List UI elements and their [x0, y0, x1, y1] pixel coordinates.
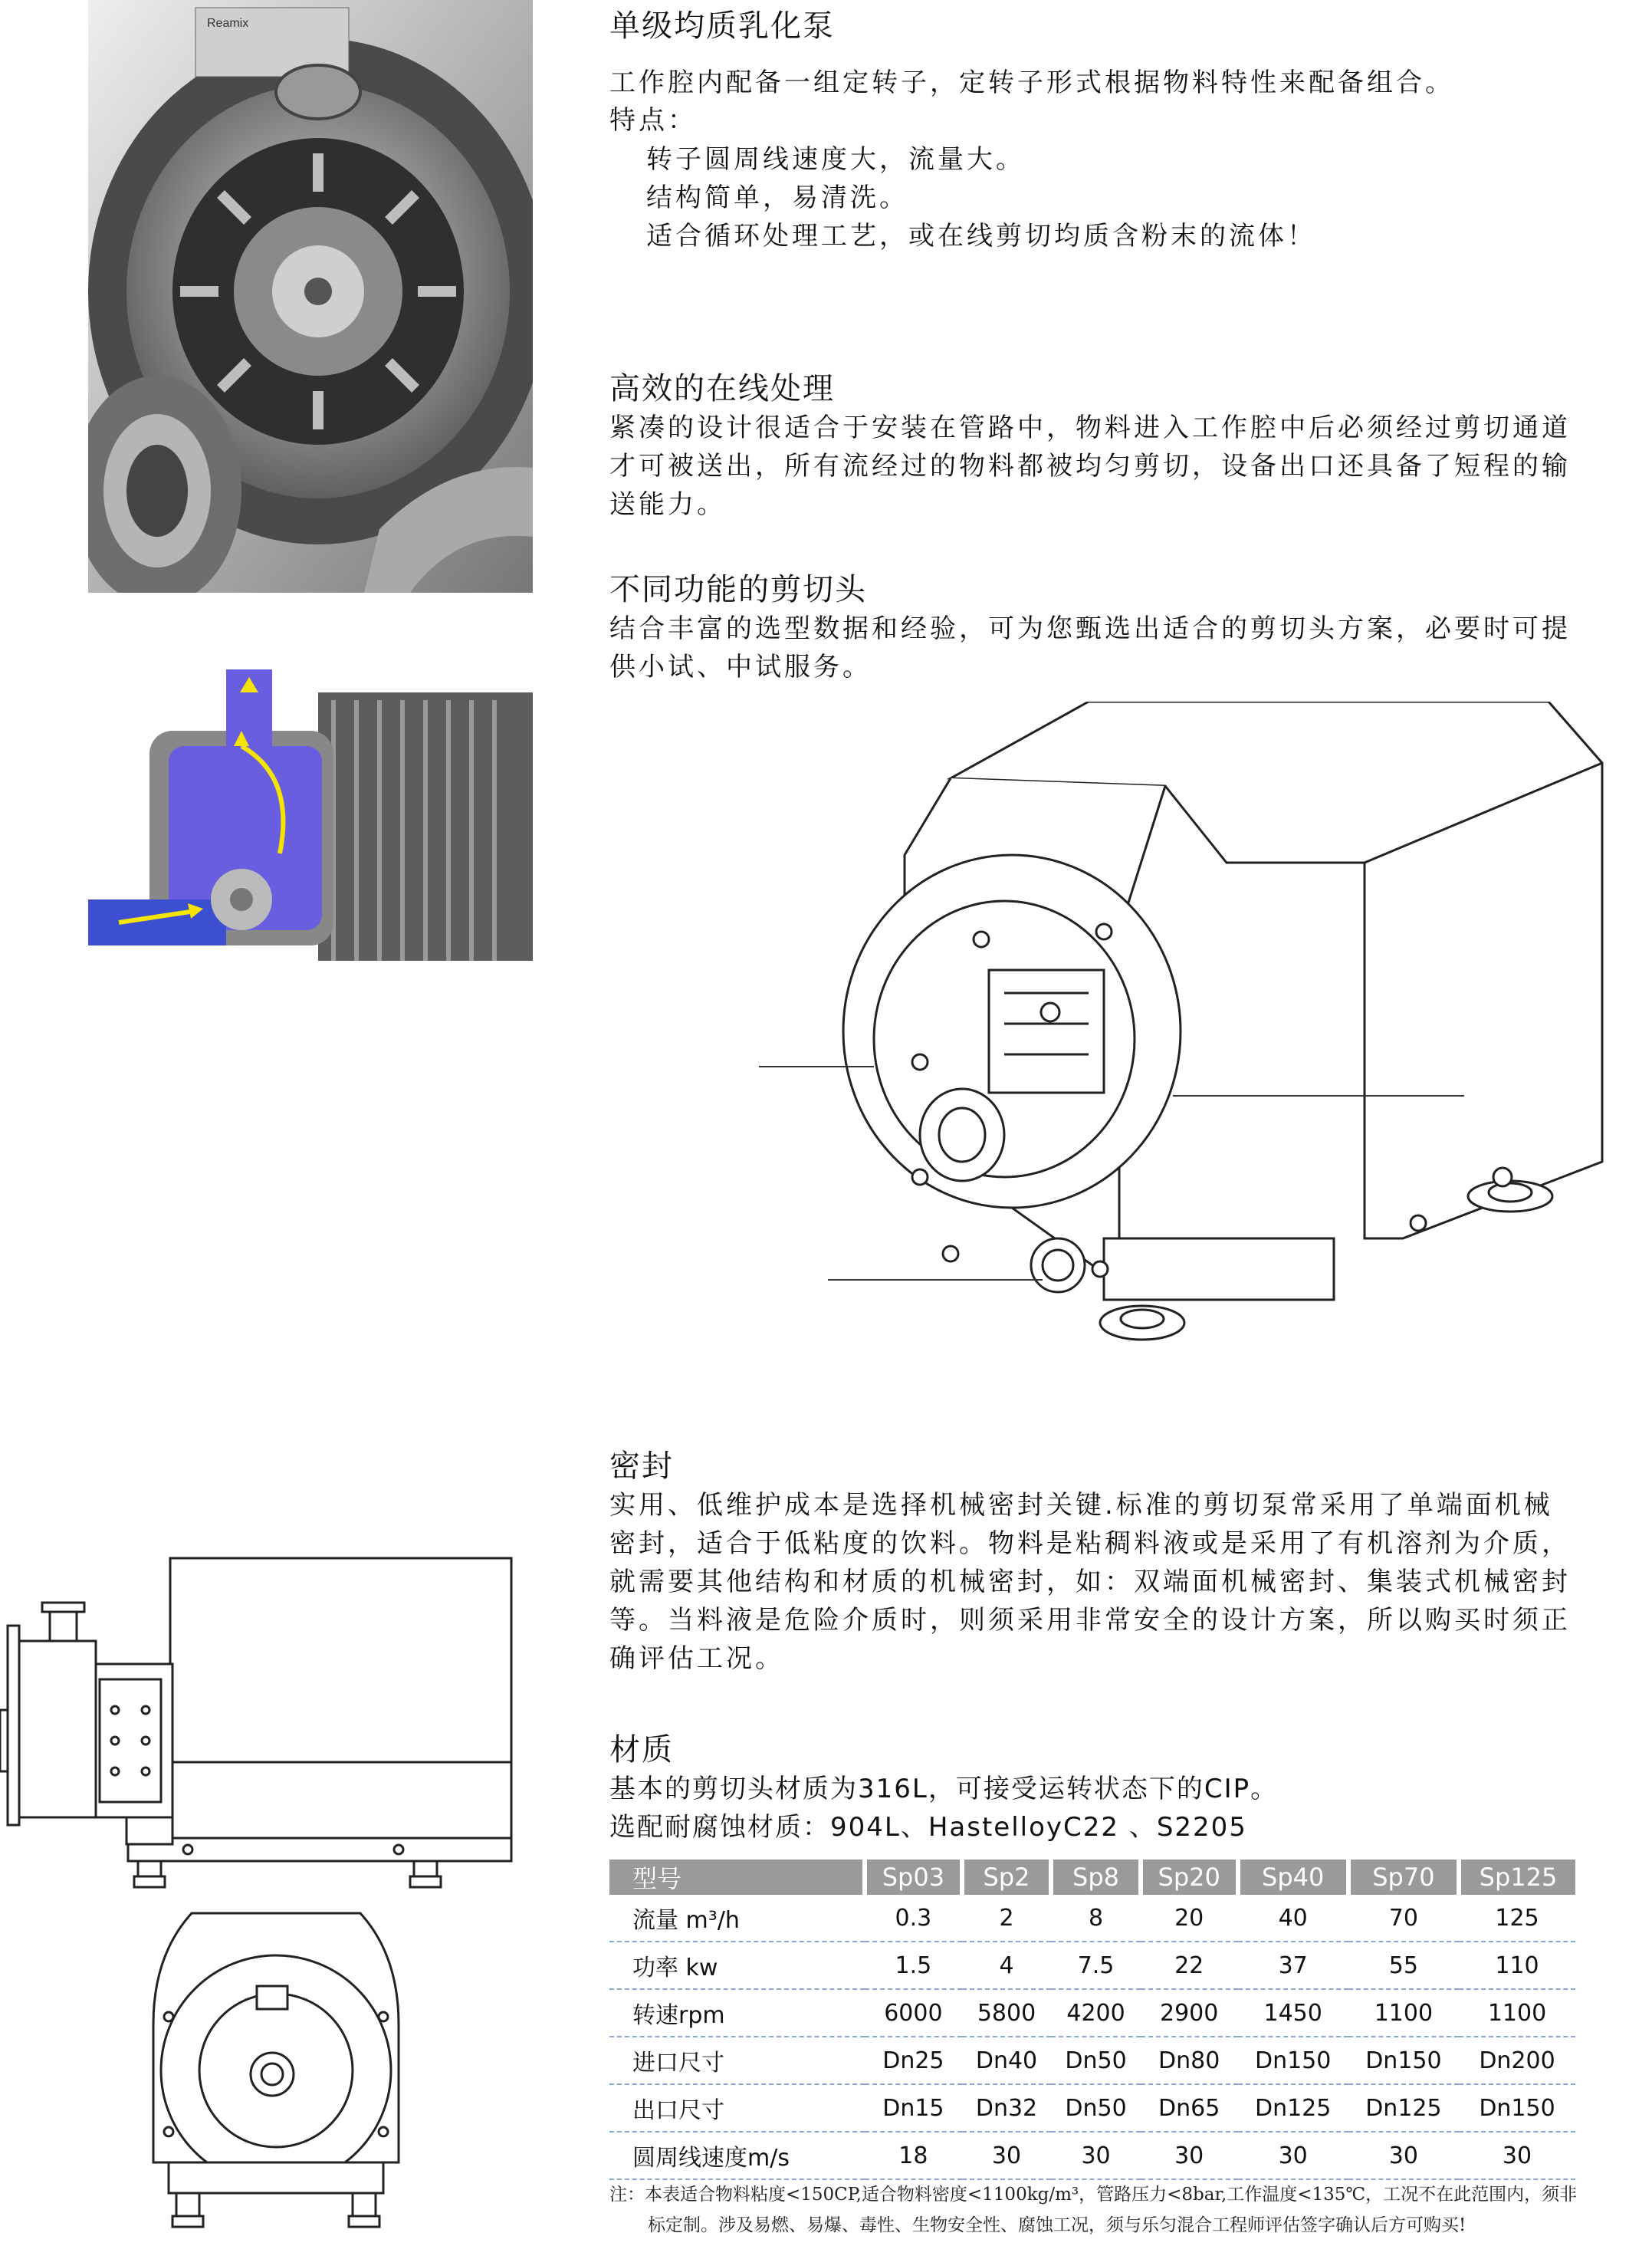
table-cell: Dn32 — [962, 2084, 1052, 2132]
table-cell: Dn15 — [865, 2084, 962, 2132]
header-sp8: Sp8 — [1051, 1860, 1141, 1895]
pump-line-drawing — [797, 702, 1652, 1361]
header-sp2: Sp2 — [962, 1860, 1052, 1895]
row-label: 流量 m³/h — [609, 1895, 865, 1942]
leader-integrated — [759, 1066, 874, 1067]
section1-feature3: 适合循环处理工艺，或在线剪切均质含粉末的流体！ — [646, 221, 1316, 252]
table-cell: Dn200 — [1459, 2037, 1575, 2084]
table-cell: 2900 — [1141, 1989, 1238, 2037]
table-cell: 6000 — [865, 1989, 962, 2037]
section4-line5: 确评估工况。 — [609, 1643, 784, 1674]
section5-line2: 选配耐腐蚀材质：904L、HastelloyC22 、S2205 — [609, 1812, 1247, 1843]
header-sp03: Sp03 — [865, 1860, 962, 1895]
nameplate-brand: Reamix — [207, 17, 249, 30]
table-cell: 1.5 — [865, 1942, 962, 1989]
leader-seal — [1173, 1095, 1464, 1097]
table-cell: 55 — [1348, 1942, 1459, 1989]
spec-table — [609, 1860, 1575, 2180]
table-cell: 30 — [1348, 2132, 1459, 2179]
flow-cutaway-image — [88, 669, 533, 961]
table-cell: Dn65 — [1141, 2084, 1238, 2132]
section2-title: 高效的在线处理 — [609, 371, 835, 406]
table-cell: Dn125 — [1348, 2084, 1459, 2132]
table-row — [609, 2132, 1575, 2179]
table-cell: 0.3 — [865, 1895, 962, 1942]
table-cell: 2 — [962, 1895, 1052, 1942]
table-cell: 1100 — [1348, 1989, 1459, 2037]
header-sp70: Sp70 — [1348, 1860, 1459, 1895]
table-cell: Dn125 — [1238, 2084, 1348, 2132]
flow-cutaway-art — [88, 669, 533, 961]
section1-feature1: 转子圆周线速度大，流量大。 — [646, 144, 1025, 175]
section5-line1: 基本的剪切头材质为316L，可接受运转状态下的CIP。 — [609, 1774, 1279, 1804]
section3-line1: 结合丰富的选型数据和经验，可为您甄选出适合的剪切头方案，必要时可提 — [609, 613, 1571, 644]
table-cell: 22 — [1141, 1942, 1238, 1989]
row-label: 转速rpm — [609, 1989, 865, 2037]
header-model: 型号 — [609, 1860, 865, 1895]
table-cell: 5800 — [962, 1989, 1052, 2037]
header-sp40: Sp40 — [1238, 1860, 1348, 1895]
row-label: 功率 kw — [609, 1942, 865, 1989]
pump-photo — [88, 0, 533, 593]
footnote-line1: 注：本表适合物料粘度<150CP,适合物料密度<1100kg/m³，管路压力<8bar,工作温度<135℃，工况不在此范围内，须非 — [609, 2185, 1578, 2205]
pump-front-view — [146, 1909, 406, 2246]
section1-feature2: 结构简单，易清洗。 — [646, 183, 908, 213]
header-sp20: Sp20 — [1141, 1860, 1238, 1895]
table-cell: Dn40 — [962, 2037, 1052, 2084]
table-row — [609, 1895, 1575, 1942]
table-cell: 110 — [1459, 1942, 1575, 1989]
section4-line4: 等。当料液是危险介质时，则须采用非常安全的设计方案，所以购买时须正 — [609, 1605, 1571, 1636]
table-cell: 30 — [1459, 2132, 1575, 2179]
table-cell: Dn80 — [1141, 2037, 1238, 2084]
row-label: 出口尺寸 — [609, 2084, 865, 2132]
section4-title: 密封 — [609, 1449, 674, 1484]
section4-line3: 就需要其他结构和材质的机械密封，如：双端面机械密封、集装式机械密封 — [609, 1567, 1571, 1597]
section2-line2: 才可被送出，所有流经过的物料都被均匀剪切，设备出口还具备了短程的输 — [609, 451, 1571, 482]
table-cell: 1100 — [1459, 1989, 1575, 2037]
table-cell: 30 — [1051, 2132, 1141, 2179]
table-row — [609, 1989, 1575, 2037]
table-cell: Dn150 — [1348, 2037, 1459, 2084]
table-cell: 30 — [1238, 2132, 1348, 2179]
pump-side-view — [0, 1557, 521, 1894]
section5-title: 材质 — [609, 1732, 674, 1768]
table-cell: 8 — [1051, 1895, 1141, 1942]
section2-line1: 紧凑的设计很适合于安装在管路中，物料进入工作腔中后必须经过剪切通道 — [609, 413, 1571, 443]
pump-photo-art — [88, 0, 533, 593]
footnote-line2: 标定制。涉及易燃、易爆、毒性、生物安全性、腐蚀工况，须与乐匀混合工程师评估签字确认后方可购买! — [648, 2215, 1466, 2235]
table-row — [609, 2084, 1575, 2132]
section2-line3: 送能力。 — [609, 489, 726, 520]
table-cell: 18 — [865, 2132, 962, 2179]
table-cell: 4 — [962, 1942, 1052, 1989]
leader-drain — [828, 1279, 1043, 1281]
section1-title: 单级均质乳化泵 — [609, 8, 835, 44]
spec-table-header — [609, 1860, 1575, 1895]
header-sp125: Sp125 — [1459, 1860, 1575, 1895]
table-cell: 1450 — [1238, 1989, 1348, 2037]
table-cell: Dn150 — [1459, 2084, 1575, 2132]
table-cell: Dn50 — [1051, 2037, 1141, 2084]
table-cell: 4200 — [1051, 1989, 1141, 2037]
table-cell: 40 — [1238, 1895, 1348, 1942]
table-cell: Dn150 — [1238, 2037, 1348, 2084]
table-cell: Dn50 — [1051, 2084, 1141, 2132]
row-label: 圆周线速度m/s — [609, 2132, 865, 2179]
section1-line1: 工作腔内配备一组定转子，定转子形式根据物料特性来配备组合。 — [609, 67, 1454, 98]
table-row — [609, 1942, 1575, 1989]
table-row — [609, 2037, 1575, 2084]
table-cell: 30 — [1141, 2132, 1238, 2179]
section4-line1: 实用、低维护成本是选择机械密封关键.标准的剪切泵常采用了单端面机械 — [609, 1490, 1553, 1521]
table-cell: Dn25 — [865, 2037, 962, 2084]
table-cell: 30 — [962, 2132, 1052, 2179]
section4-line2: 密封，适合于低粘度的饮料。物料是粘稠料液或是采用了有机溶剂为介质， — [609, 1528, 1571, 1559]
section3-title: 不同功能的剪切头 — [609, 572, 867, 607]
table-cell: 37 — [1238, 1942, 1348, 1989]
table-cell: 125 — [1459, 1895, 1575, 1942]
row-label: 进口尺寸 — [609, 2037, 865, 2084]
section3-line2: 供小试、中试服务。 — [609, 652, 872, 682]
table-cell: 7.5 — [1051, 1942, 1141, 1989]
section1-features-label: 特点： — [609, 105, 697, 136]
table-cell: 20 — [1141, 1895, 1238, 1942]
table-cell: 70 — [1348, 1895, 1459, 1942]
